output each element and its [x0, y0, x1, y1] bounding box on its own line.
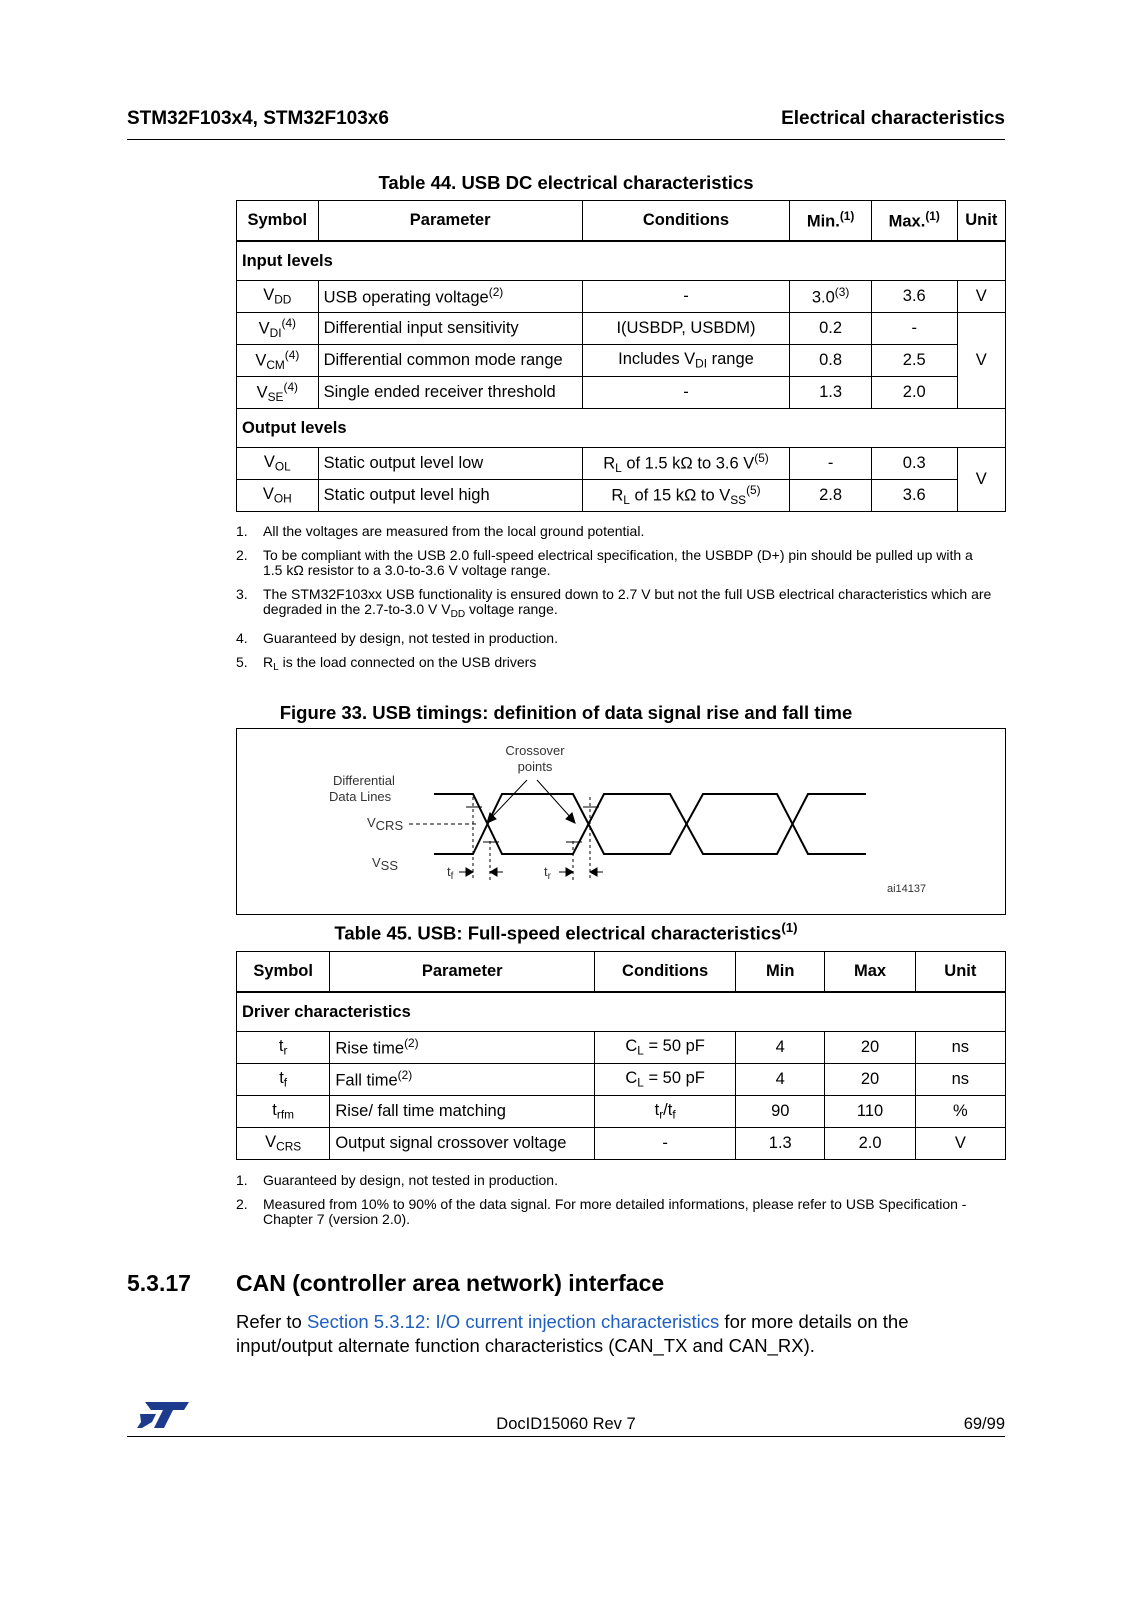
parameter-cell: Differential input sensitivity: [318, 313, 582, 345]
conditions-cell: $R_L$ of 1.5 kΩ to 3.6 $V^{(5)}$: [582, 448, 790, 480]
symbol-cell: $V_{DD}$: [237, 281, 319, 313]
timing-guides: [473, 797, 590, 881]
threshold-ticks: [466, 807, 599, 842]
unit-cell: ns: [915, 1032, 1005, 1064]
conditions-cell: -: [582, 377, 790, 409]
table45-notes: [236, 1173, 996, 1236]
symbol-cell: $V_{CRS}$: [237, 1128, 330, 1160]
usb-timing-diagram: [237, 729, 1005, 914]
crossover-arrows: [487, 780, 575, 823]
table-row: [237, 1032, 1006, 1064]
table-row: [237, 345, 1006, 377]
tf-label: $t_f$: [447, 864, 454, 882]
min-cell: 0.2: [790, 313, 872, 345]
waveform-lines: [434, 794, 866, 854]
max-cell: 2.0: [825, 1128, 915, 1160]
header-doc-title: STM32F103x4, STM32F103x6: [127, 108, 389, 129]
min-cell: 0.8: [790, 345, 872, 377]
min-cell: 1.3: [790, 377, 872, 409]
vss-label: VSS: [372, 855, 399, 873]
col-min: Min.$^{(1)}$: [790, 201, 872, 242]
section-input-levels: Input levels: [237, 241, 1006, 281]
footnote: 3. The STM32F103xx USB functionality is ensured down to 2.7 V but not the full USB electrical characteristics which are degraded in the 2.7-to-3.0 V $V_{DD}$ voltage range.: [236, 586, 992, 621]
table-row: [237, 377, 1006, 409]
svg-text:ST: ST: [163, 1420, 165, 1421]
unit-cell: V: [957, 448, 1005, 512]
parameter-cell: Static output level high: [318, 480, 582, 512]
min-cell: 2.8: [790, 480, 872, 512]
section-output-levels: Output levels: [237, 409, 1006, 448]
table-row: [237, 480, 1006, 512]
conditions-cell: $R_L$ of 15 kΩ to $V_{SS}^{(5)}$: [582, 480, 790, 512]
section-driver-characteristics: Driver characteristics: [237, 992, 1006, 1032]
max-cell: 2.5: [871, 345, 957, 377]
max-cell: 3.6: [871, 480, 957, 512]
parameter-cell: Differential common mode range: [318, 345, 582, 377]
unit-cell: V: [957, 281, 1005, 313]
parameter-cell: Rise/ fall time matching: [330, 1096, 595, 1128]
footnote: 1. All the voltages are measured from the local ground potential.: [236, 523, 645, 539]
table-row: [237, 448, 1006, 480]
max-cell: 0.3: [871, 448, 957, 480]
table-row: [237, 1128, 1006, 1160]
table-row: [237, 1096, 1006, 1128]
footnote: 2. To be compliant with the USB 2.0 full-speed electrical specification, the USBDP (D+) pin should be pulled up with a 1.5 kΩ resistor to a 3.0-to-3.6 V voltage range.: [236, 547, 973, 578]
footnote: 4. Guaranteed by design, not tested in production.: [236, 630, 558, 647]
footer-page-number: 69/99: [963, 1415, 1005, 1433]
figure33-caption: Figure 33. USB timings: definition of data signal rise and fall time: [279, 702, 853, 723]
min-cell: 4: [736, 1064, 825, 1096]
figure33-frame: [236, 728, 1006, 915]
col-max: Max: [825, 952, 915, 993]
col-parameter: Parameter: [318, 201, 582, 242]
footnote: 1. Guaranteed by design, not tested in production.: [236, 1172, 558, 1188]
symbol-cell: $V_{SE}^{(4)}$: [237, 377, 319, 409]
symbol-cell: $t_r$: [237, 1032, 330, 1064]
vcrs-label: VCRS: [367, 815, 404, 833]
section-link[interactable]: Section 5.3.12: I/O current injection characteristics: [306, 1311, 720, 1332]
min-cell: 4: [736, 1032, 825, 1064]
unit-cell: %: [915, 1096, 1005, 1128]
parameter-cell: Single ended receiver threshold: [318, 377, 582, 409]
min-cell: 90: [736, 1096, 825, 1128]
max-cell: 3.6: [871, 281, 957, 313]
parameter-cell: Rise time$^{(2)}$: [330, 1032, 595, 1064]
col-parameter: Parameter: [330, 952, 595, 993]
table-row: [237, 313, 1006, 345]
symbol-cell: $t_{rfm}$: [237, 1096, 330, 1128]
unit-cell: V: [915, 1128, 1005, 1160]
footer-divider: [127, 1436, 1005, 1437]
table44: [236, 200, 1006, 512]
col-max: Max.$^{(1)}$: [871, 201, 957, 242]
conditions-cell: I(USBDP, USBDM): [582, 313, 790, 345]
parameter-cell: Output signal crossover voltage: [330, 1128, 595, 1160]
table44-header-row: [237, 201, 1006, 242]
col-symbol: Symbol: [237, 201, 319, 242]
col-min: Min: [736, 952, 825, 993]
table-row: [237, 1064, 1006, 1096]
max-cell: 20: [825, 1032, 915, 1064]
unit-cell: V: [957, 313, 1005, 409]
section-number: 5.3.17: [127, 1270, 191, 1296]
symbol-cell: $V_{OL}$: [237, 448, 319, 480]
col-conditions: Conditions: [582, 201, 790, 242]
footer-doc-id: DocID15060 Rev 7: [496, 1415, 636, 1433]
unit-cell: ns: [915, 1064, 1005, 1096]
table45-caption: Table 45. USB: Full-speed electrical characteristics$^{(1)}$: [334, 920, 798, 944]
table-row: [237, 281, 1006, 313]
symbol-cell: $V_{OH}$: [237, 480, 319, 512]
min-cell: 1.3: [736, 1128, 825, 1160]
table44-caption: Table 44. USB DC electrical characteristics: [378, 172, 754, 193]
symbol-cell: $t_f$: [237, 1064, 330, 1096]
table44-notes: [236, 524, 996, 684]
figure-ref-code: ai14137: [887, 883, 927, 895]
parameter-cell: USB operating voltage$^{(2)}$: [318, 281, 582, 313]
table45: [236, 951, 1006, 1160]
section-body: Refer to Section 5.3.12: I/O current injection characteristics for more details on the input/output alternate function characteristics (CAN_TX and CAN_RX).: [236, 1311, 909, 1356]
col-unit: Unit: [915, 952, 1005, 993]
diff-data-label-line1: Differential: [333, 773, 395, 788]
min-cell: 3.0$^{(3)}$: [790, 281, 872, 313]
parameter-cell: Static output level low: [318, 448, 582, 480]
symbol-cell: $V_{DI}^{(4)}$: [237, 313, 319, 345]
time-arrows: [459, 868, 603, 876]
col-symbol: Symbol: [237, 952, 330, 993]
footnote: 5. $R_L$ is the load connected on the USB drivers: [236, 654, 537, 674]
max-cell: -: [871, 313, 957, 345]
max-cell: 2.0: [871, 377, 957, 409]
max-cell: 110: [825, 1096, 915, 1128]
table45-header-row: [237, 952, 1006, 993]
col-unit: Unit: [957, 201, 1005, 242]
parameter-cell: Fall time$^{(2)}$: [330, 1064, 595, 1096]
conditions-cell: -: [595, 1128, 736, 1160]
header-divider: [127, 139, 1005, 140]
max-cell: 20: [825, 1064, 915, 1096]
crossover-label-line1: Crossover: [505, 743, 565, 758]
min-cell: -: [790, 448, 872, 480]
conditions-cell: Includes $V_{DI}$ range: [582, 345, 790, 377]
symbol-cell: $V_{CM}^{(4)}$: [237, 345, 319, 377]
header-chapter-title: Electrical characteristics: [781, 108, 1005, 129]
conditions-cell: $t_r/t_f$: [595, 1096, 736, 1128]
diff-data-label-line2: Data Lines: [329, 789, 392, 804]
conditions-cell: $C_L = 50$ pF: [595, 1032, 736, 1064]
crossover-label-line2: points: [517, 759, 553, 774]
conditions-cell: -: [582, 281, 790, 313]
section-title: CAN (controller area network) interface: [236, 1270, 665, 1296]
footnote: 2. Measured from 10% to 90% of the data signal. For more detailed informations, please refer to USB Specification - Chapter 7 (version 2.0).: [236, 1196, 967, 1227]
tr-label: $t_r$: [544, 864, 551, 882]
col-conditions: Conditions: [595, 952, 736, 993]
conditions-cell: $C_L = 50$ pF: [595, 1064, 736, 1096]
